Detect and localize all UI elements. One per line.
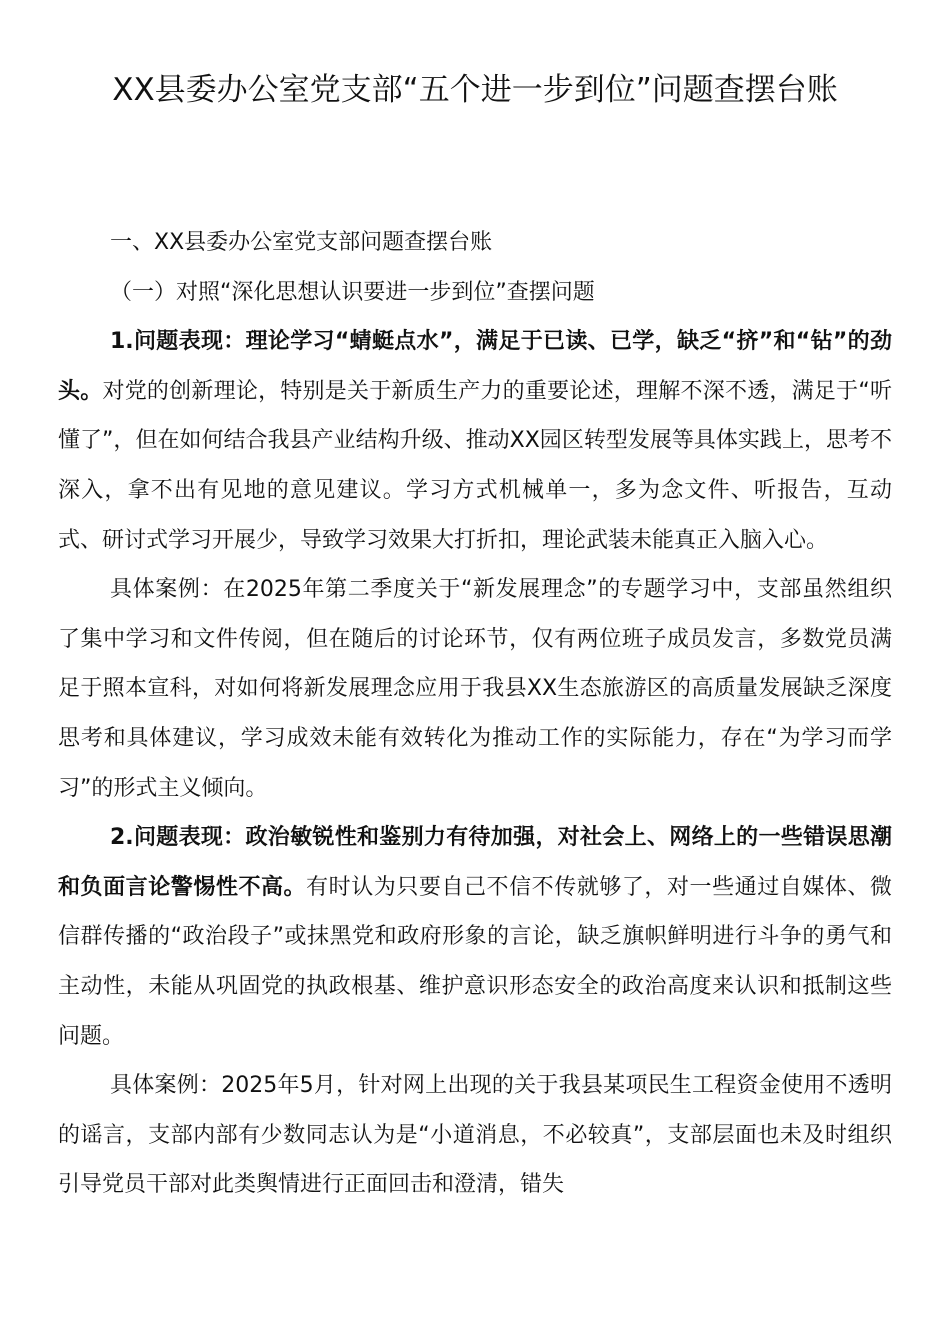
- case-paragraph-2: 具体案例：2025年5月，针对网上出现的关于我县某项民生工程资金使用不透明的谣言，支部内部有少数同志认为是“小道消息，不必较真”，支部层面也未及时组织引导党员干部对此类舆情进行正面回击和澄清，错失: [58, 1073, 892, 1198]
- document-body: [58, 218, 892, 1210]
- problem-text-2: 有时认为只要自己不信不传就够了，对一些通过自媒体、微信群传播的“政治段子”或抹黑党和政府形象的言论，缺乏旗帜鲜明进行斗争的勇气和主动性，未能从巩固党的执政根基、维护意识形态安全的政治高度来认识和抵制这些问题。: [58, 874, 892, 1049]
- problem-paragraph-1: [58, 317, 892, 565]
- problem-lead-1: 1.问题表现：理论学习“蜻蜓点水”，满足于已读、已学，缺乏“挤”和“钻”的劲头。: [58, 329, 892, 404]
- problem-paragraph-2: [58, 813, 892, 1061]
- document-title: XX县委办公室党支部“五个进一步到位”问题查摆台账: [112, 72, 838, 108]
- case-paragraph-1: 具体案例：在2025年第二季度关于“新发展理念”的专题学习中，支部虽然组织了集中学习和文件传阅，但在随后的讨论环节，仅有两位班子成员发言，多数党员满足于照本宣科，对如何将新发展理念应用于我县XX生态旅游区的高质量发展缺乏深度思考和具体建议，学习成效未能有效转化为推动工作的实际能力，存在“为学习而学习”的形式主义倾向。: [58, 577, 892, 801]
- problem-text-1: 对党的创新理论，特别是关于新质生产力的重要论述，理解不深不透，满足于“听懂了”，但在如何结合我县产业结构升级、推动XX园区转型发展等具体实践上，思考不深入，拿不出有见地的意见建议。学习方式机械单一，多为念文件、听报告，互动式、研讨式学习开展少，导致学习效果大打折扣，理论武装未能真正入脑入心。: [58, 378, 892, 553]
- subsection-heading: （一）对照“深化思想认识要进一步到位”查摆问题: [110, 279, 595, 305]
- problem-lead-2: 2.问题表现：政治敏锐性和鉴别力有待加强，对社会上、网络上的一些错误思潮和负面言论警惕性不高。: [58, 825, 892, 900]
- section-heading: 一、XX县委办公室党支部问题查摆台账: [110, 230, 493, 255]
